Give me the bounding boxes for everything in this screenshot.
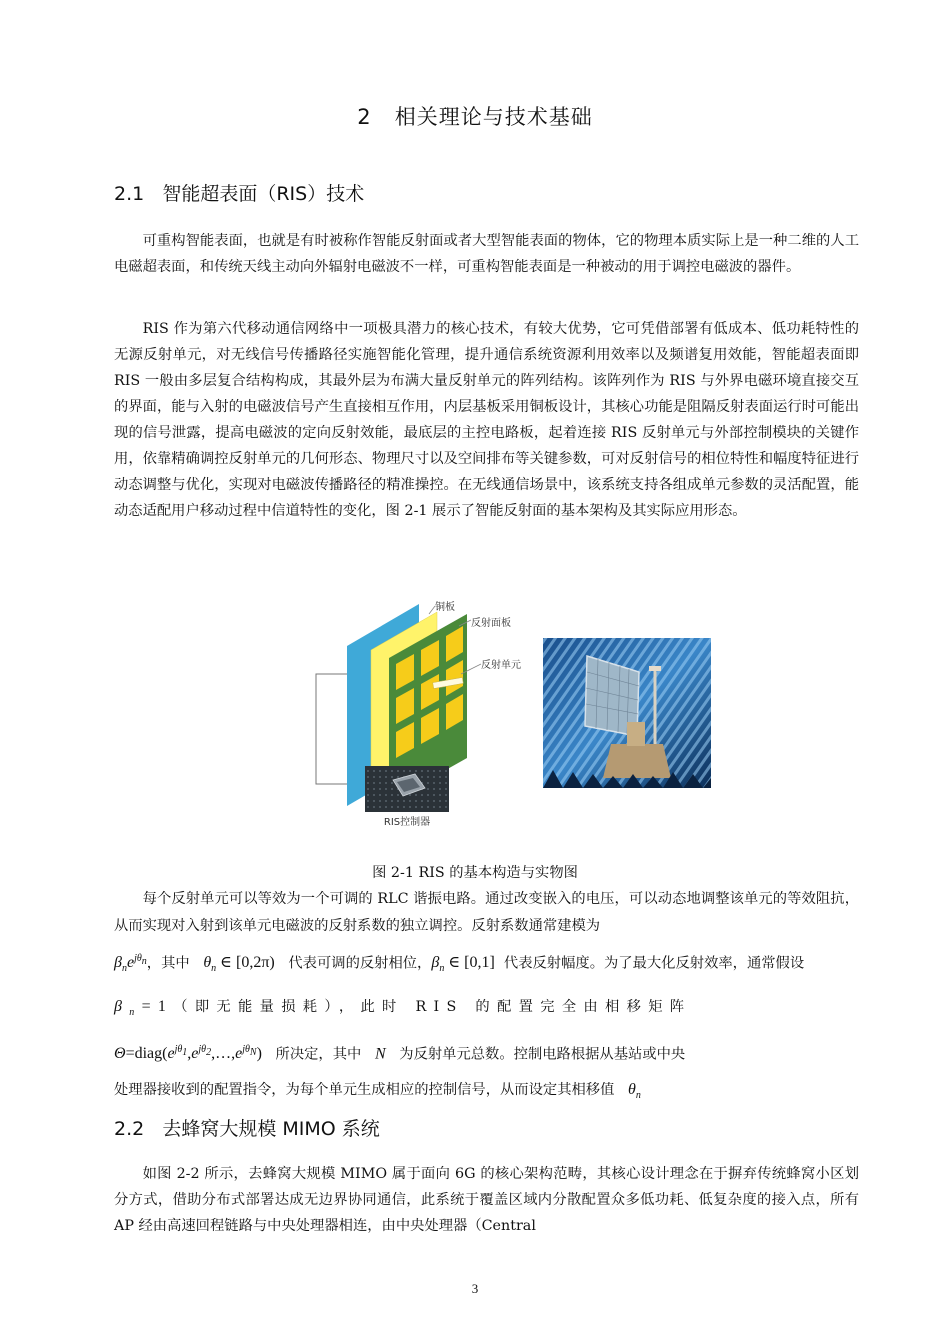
math-line-2 [114,988,859,1031]
math-line-4 [114,1073,859,1113]
section-number: 2.2 [114,1118,145,1140]
page-number: 3 [471,1281,479,1296]
p3-intro-text: 每个反射单元可以等效为一个可调的 RLC 谐振电路。通过改变嵌入的电压，可以动态地调整该单元的等效阻抗，从而实现对入射到该单元电磁波的反射系数的独立调控。反射系数通常建模为 [114,891,859,934]
label-copper-plate: 铜板 [435,602,455,613]
phase-shift-value: $\theta_n$ [628,1081,641,1102]
amplitude-range: $\beta_n$ ∈ [0,1] [431,954,495,975]
p3-total: 为反射单元总数。控制电路根据从基站或中央 [399,1046,686,1063]
paragraph-ris-structure: RIS 作为第六代移动通信网络中一项极具潜力的核心技术，有较大优势，它可凭借部署有低成本、低功耗特性的无源反射单元，对无线信号传播路径实施智能化管理，提升通信系统资源利用效率以及频谱复用效能，智能超表面即 RIS 一般由多层复合结构构成，其最外层为布满大量反射单元的阵列结构。该阵列作为 RIS 与外界电磁环境直接交互的界面，能与入射的电磁波信号产生直接相互作用，内层基板采用铜板设计，其核心功能是阻隔反射表面运行时可能出现的信号泄露，提高电磁波的定向反射效能，最底层的主控电路板，起着连接 RIS 反射单元与外部控制模块的关键作用，依靠精确调控反射单元的几何形态、物理尺寸以及空间排布等关键参数，可对反射信号的相位特性和幅度特征进行动态调整与优化，实现对电磁波传播路径的精准操控。在无线通信场景中，该系统支持各组成单元参数的灵活配置，能动态适配用户移动过程中信道特性的变化，图 2-1 展示了智能反射面的基本架构及其实际应用形态。 [114,321,859,519]
unit-count: N [374,1045,386,1063]
figure-ris-structure [311,594,711,834]
figure-caption: 图 2-1 RIS 的基本构造与实物图 [372,865,578,881]
paragraph-rlc-model [114,886,859,1113]
p3-decided: 所决定，其中 [275,1046,362,1063]
reflection-coefficient: $\beta_ne^{j\theta_n}$ [114,953,147,975]
p3-amp: 代表反射幅度。为了最大化反射效率，通常假设 [503,955,805,972]
unit-amplitude: $\beta_n=1$ [114,997,174,1018]
section-title: 智能超表面（RIS）技术 [162,183,365,205]
label-reflecting-unit: 反射单元 [481,660,521,671]
math-line-1 [114,940,859,988]
label-reflecting-panel: 反射面板 [471,618,511,629]
chapter-number: 2 [357,105,372,129]
ris-photo [543,638,711,788]
math-line-3 [114,1031,859,1073]
p3-phase: 代表可调的反射相位， [288,955,432,972]
section-title: 去蜂窝大规模 MIMO 系统 [162,1118,380,1140]
section-heading-2-1 [114,179,364,206]
label-ris-controller: RIS控制器 [383,817,431,828]
chapter-title [0,101,950,131]
paragraph-ris-intro: 可重构智能表面，也就是有时被称作智能反射面或者大型智能表面的物体，它的物理本质实际上是一种二维的人工电磁超表面，和传统天线主动向外辐射电磁波不一样，可重构智能表面是一种被动的用于调控电磁波的器件。 [114,233,859,275]
section-number: 2.1 [114,183,145,205]
phase-range: $\theta_n$ ∈ [0,2π) [203,954,275,975]
p3-noloss: （即无能量损耗），此时 RIS 的配置完全由相移矩阵 [173,998,692,1015]
paragraph-cell-free-mimo: 如图 2-2 所示，去蜂窝大规模 MIMO 属于面向 6G 的核心架构范畴，其核心设计理念在于摒弃传统蜂窝小区划分方式，借助分布式部署达成无边界协同通信，此系统于覆盖区域内分散配置众多低功耗、低复杂度的接入点，所有 AP 经由高速回程链路与中央处理器相连，由中央处理器（Central [114,1166,859,1234]
phase-shift-matrix: $\Theta=diag(e^{j\theta_1},e^{j\theta_2},\dots,e^{j\theta_N})$ [114,1043,262,1063]
p3-where: ，其中 [146,955,190,972]
section-heading-2-2 [114,1114,380,1141]
ris-controller-image [365,766,449,812]
chapter-title-text: 相关理论与技术基础 [394,105,593,129]
p3-last: 处理器接收到的配置指令，为每个单元生成相应的控制信号，从而设定其相移值 [114,1082,615,1099]
